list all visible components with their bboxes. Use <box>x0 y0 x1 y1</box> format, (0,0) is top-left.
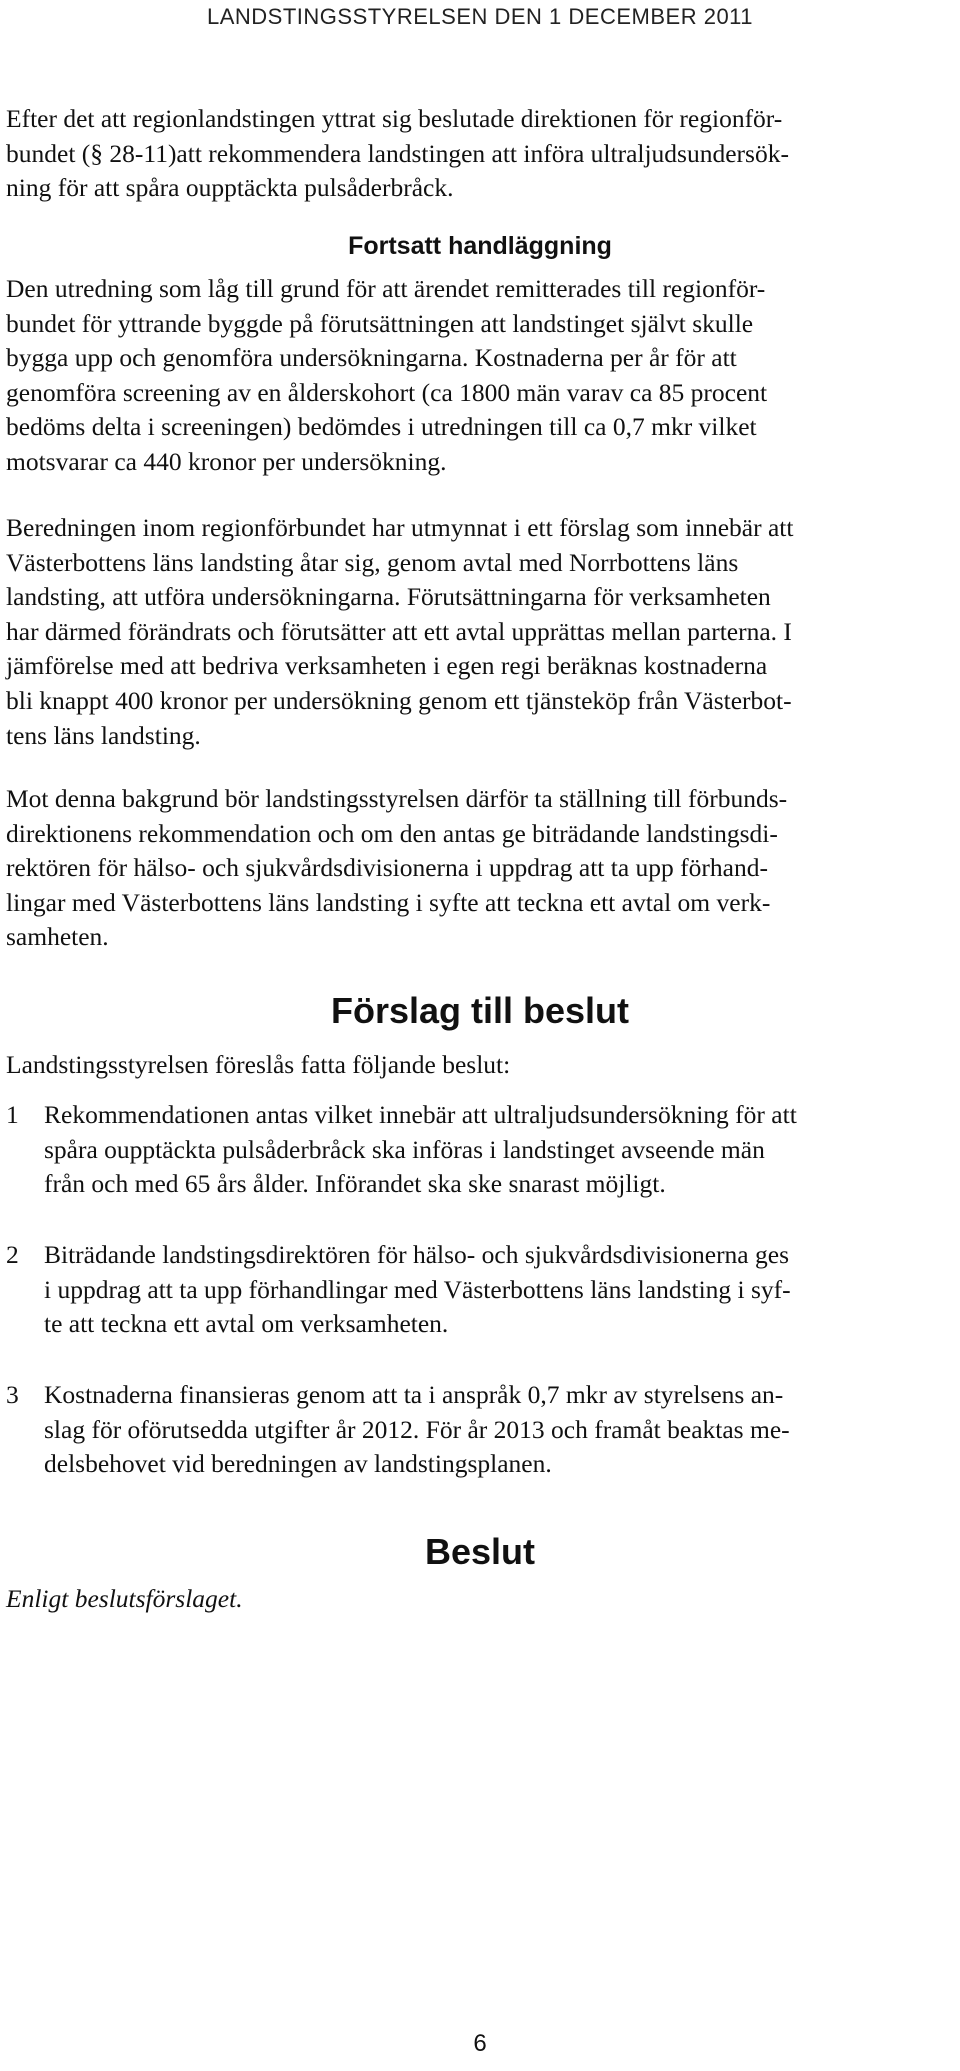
list-item <box>6 1238 956 1342</box>
text-line: från och med 65 års ålder. Införandet ska ske snarast möjligt. <box>44 1169 666 1199</box>
text-line: bli knappt 400 kronor per undersökning genom ett tjänsteköp från Västerbot- <box>6 685 792 715</box>
text-line: Beredningen inom regionförbundet har utmynnat i ett förslag som innebär att <box>6 513 794 542</box>
list-number: 3 <box>6 1380 19 1409</box>
list-item-text <box>44 1238 956 1342</box>
text-line: Rekommendationen antas vilket innebär att ultraljudsundersökning för att <box>44 1100 797 1129</box>
text-line: tens läns landsting. <box>6 720 201 750</box>
text-line: i uppdrag att ta upp förhandlingar med Västerbottens läns landsting i syf- <box>44 1274 791 1304</box>
forslag-lead: Landstingsstyrelsen föreslås fatta följande beslut: <box>6 1050 511 1079</box>
text-line: Den utredning som låg till grund för att ärendet remitterades till regionför- <box>6 274 766 303</box>
page-header: LANDSTINGSSTYRELSEN DEN 1 DECEMBER 2011 <box>206 4 754 29</box>
list-number: 2 <box>6 1240 19 1269</box>
text-line: Mot denna bakgrund bör landstingsstyrelsen därför ta ställning till förbunds- <box>6 784 788 813</box>
beslut-text: Enligt beslutsförslaget. <box>6 1584 243 1613</box>
text-line: Efter det att regionlandstingen yttrat sig beslutade direktionen för regionför- <box>6 104 783 133</box>
list-item-text <box>44 1378 956 1482</box>
text-line: motsvarar ca 440 kronor per undersökning. <box>6 446 447 476</box>
text-line: bedöms delta i screeningen) bedömdes i utredningen till ca 0,7 mkr vilket <box>6 412 757 442</box>
text-line: Biträdande landstingsdirektören för hälso- och sjukvårdsdivisionerna ges <box>44 1240 789 1269</box>
list-item-text <box>44 1098 956 1202</box>
list-number: 1 <box>6 1100 19 1129</box>
text-line: direktionens rekommendation och om den antas ge biträdande landstingsdi- <box>6 818 778 848</box>
section-heading-beslut: Beslut <box>424 1531 536 1572</box>
text-line: te att teckna ett avtal om verksamheten. <box>44 1309 449 1339</box>
text-line: bygga upp och genomföra undersökningarna. Kostnaderna per år för att <box>6 343 737 373</box>
text-line: Kostnaderna finansieras genom att ta i anspråk 0,7 mkr av styrelsens an- <box>44 1380 784 1409</box>
intro-paragraph <box>6 102 956 206</box>
fortsatt-paragraph-3 <box>6 782 956 955</box>
section-heading-fortsatt: Fortsatt handläggning <box>348 232 612 260</box>
text-line: bundet för yttrande byggde på förutsättningen att landstinget självt skulle <box>6 308 754 338</box>
text-line: Västerbottens läns landsting åtar sig, genom avtal med Norrbottens läns <box>6 547 739 577</box>
page-number: 6 <box>473 2030 487 2057</box>
list-item <box>6 1378 956 1482</box>
text-line: rektören för hälso- och sjukvårdsdivisionerna i uppdrag att ta upp förhand- <box>6 853 768 883</box>
list-item <box>6 1098 956 1202</box>
text-line: spåra oupptäckta pulsåderbråck ska införas i landstinget avseende män <box>44 1134 765 1164</box>
text-line: ning för att spåra oupptäckta pulsåderbråck. <box>6 173 454 203</box>
fortsatt-paragraph-1 <box>6 272 956 480</box>
text-line: delsbehovet vid beredningen av landstingsplanen. <box>44 1449 552 1479</box>
text-line: landsting, att utföra undersökningarna. Förutsättningarna för verksamheten <box>6 582 771 612</box>
text-line: slag för oförutsedda utgifter år 2012. För år 2013 och framåt beaktas me- <box>44 1414 790 1444</box>
text-line: jämförelse med att bedriva verksamheten i egen regi beräknas kostnaderna <box>6 651 768 681</box>
text-line: bundet (§ 28-11)att rekommendera landstingen att införa ultraljudsundersök- <box>6 138 789 168</box>
section-heading-forslag: Förslag till beslut <box>330 990 630 1031</box>
text-line: genomföra screening av en ålderskohort (ca 1800 män varav ca 85 procent <box>6 377 768 407</box>
text-line: lingar med Västerbottens läns landsting i syfte att teckna ett avtal om verk- <box>6 887 771 917</box>
text-line: har därmed förändrats och förutsätter att ett avtal upprättas mellan parterna. I <box>6 616 792 646</box>
text-line: samheten. <box>6 922 109 952</box>
fortsatt-paragraph-2 <box>6 511 956 753</box>
